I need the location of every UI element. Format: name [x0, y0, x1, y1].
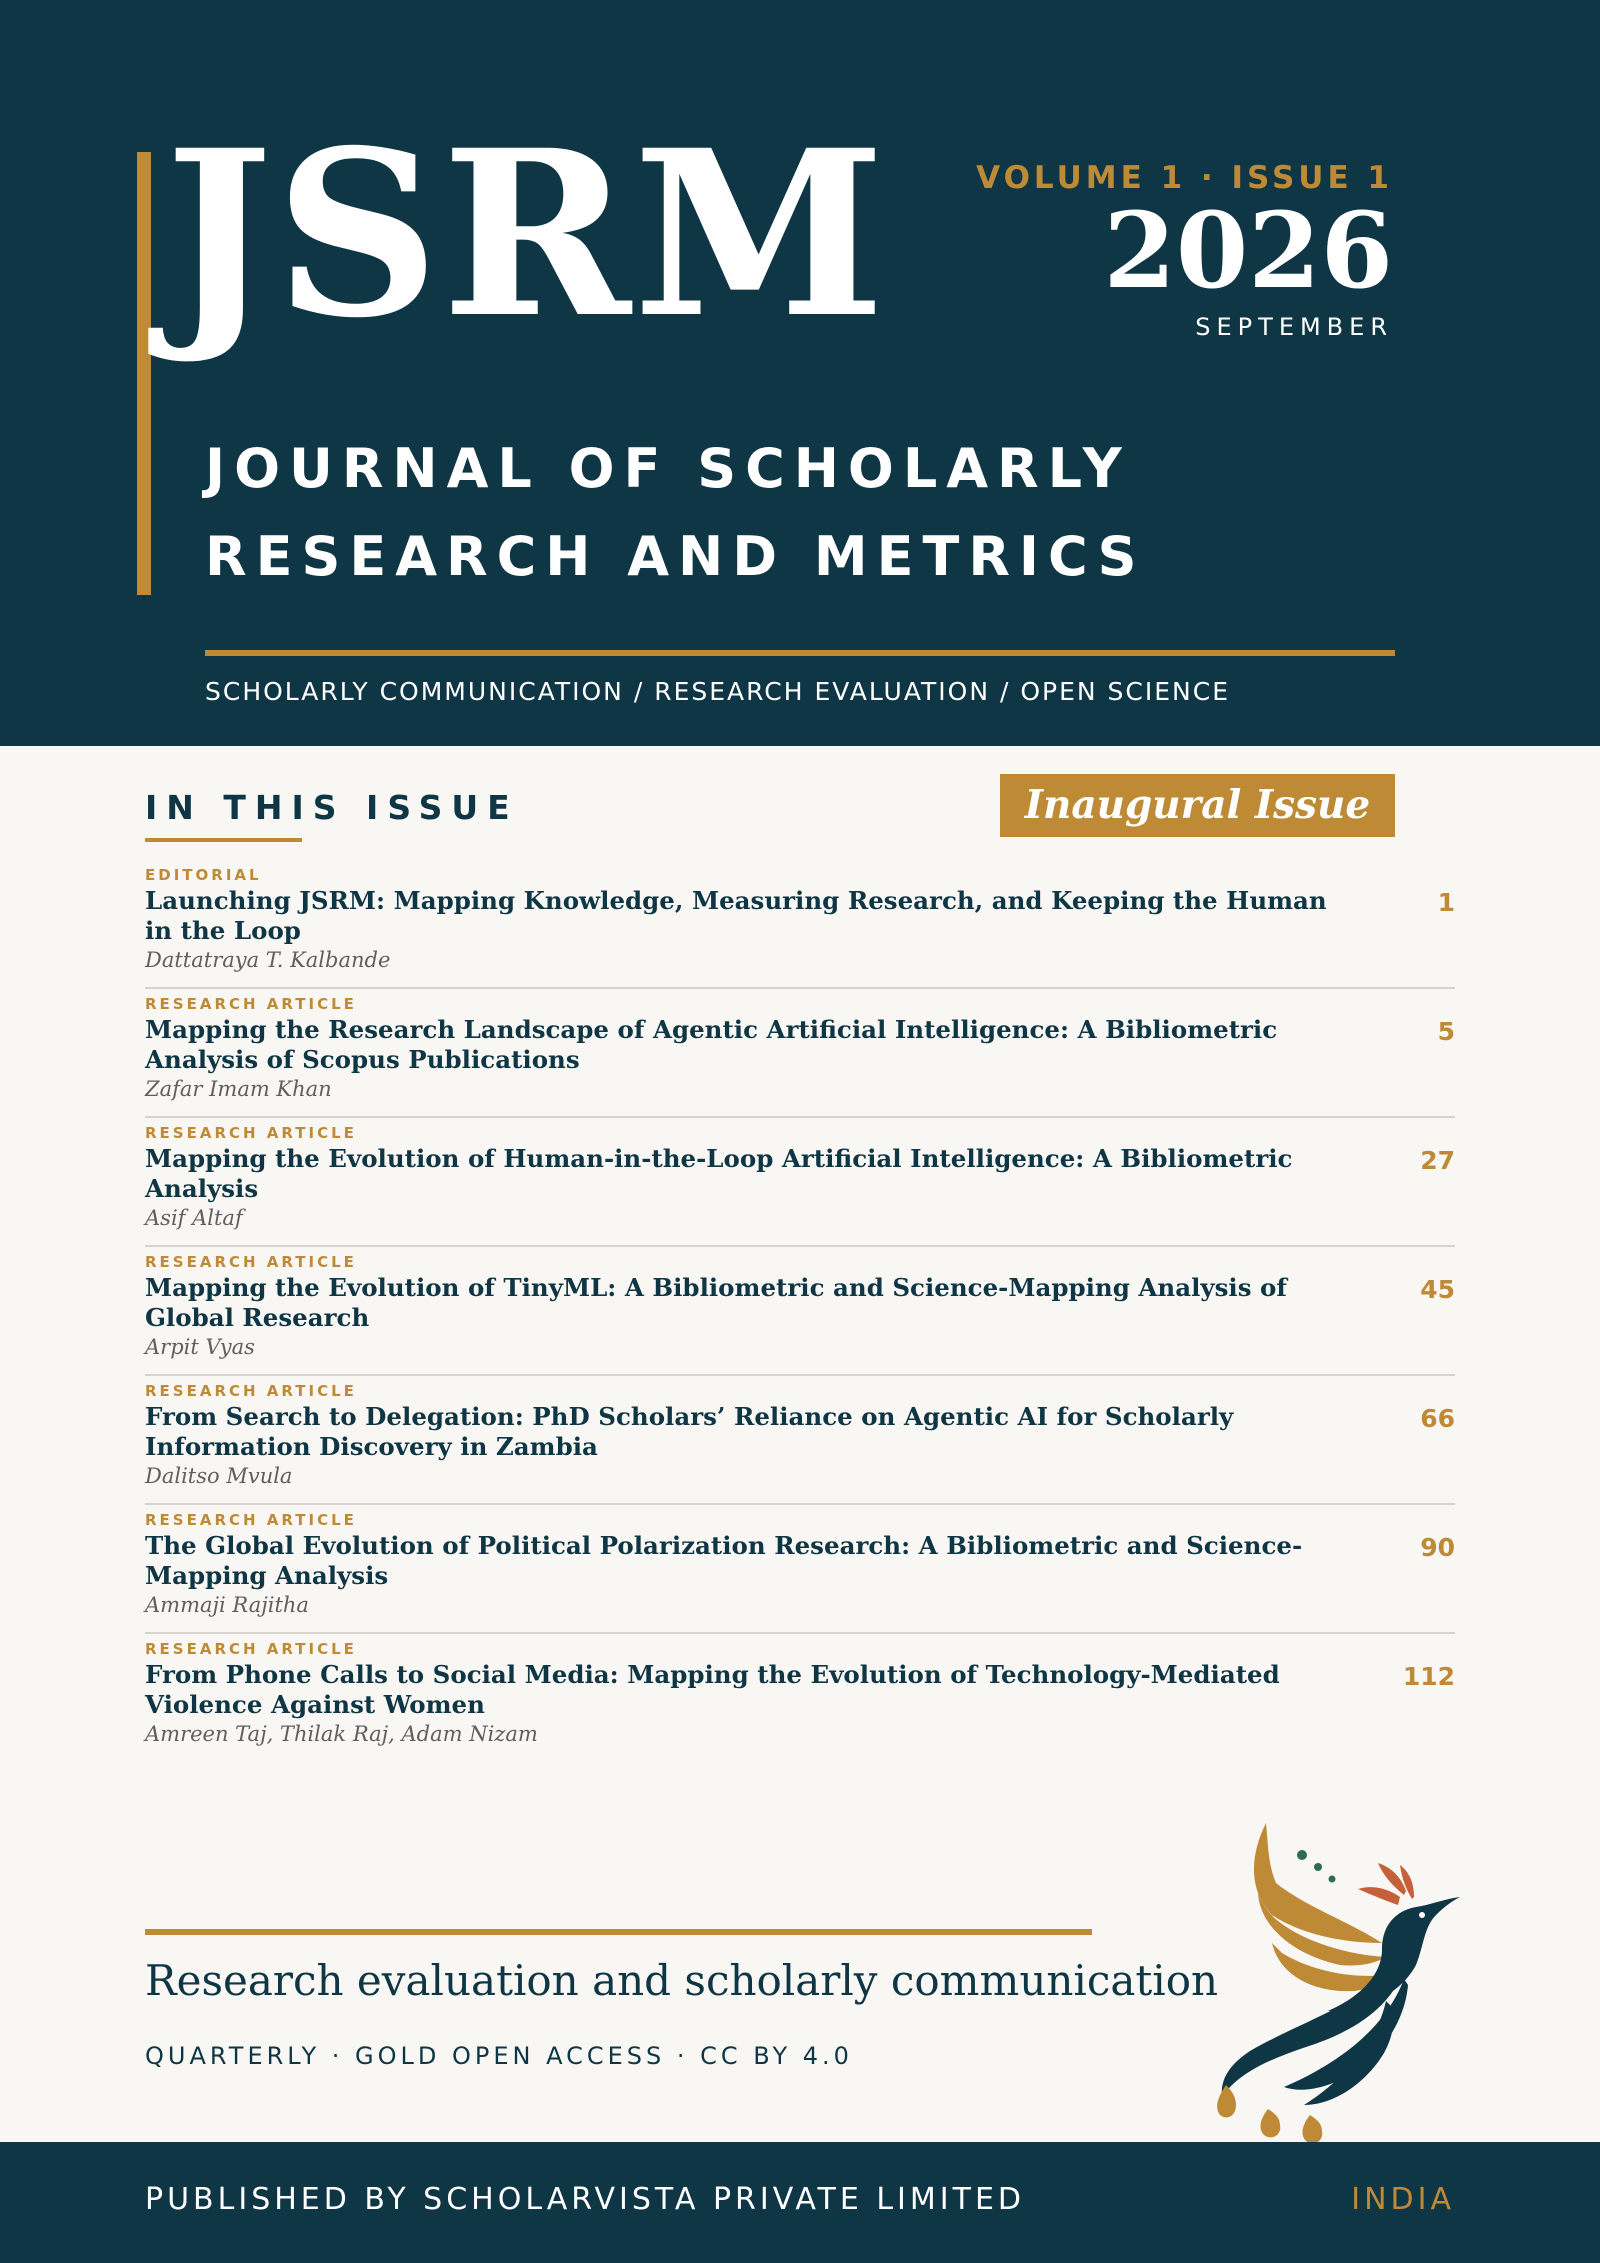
article-page-number: 90	[1420, 1533, 1455, 1562]
article-page-number: 27	[1420, 1146, 1455, 1175]
article-authors: Asif Altaf	[145, 1206, 243, 1230]
article-title[interactable]: Launching JSRM: Mapping Knowledge, Measuring Research, and Keeping the Human in the Loop	[145, 886, 1327, 945]
article-page-number: 1	[1437, 888, 1455, 917]
toc-item[interactable]	[145, 1376, 1455, 1505]
publisher-name: PUBLISHED BY SCHOLARVISTA PRIVATE LIMITED	[145, 2182, 1026, 2217]
volume-issue: VOLUME 1 · ISSUE 1	[976, 160, 1393, 196]
article-type: RESEARCH ARTICLE	[145, 1640, 357, 1658]
article-authors: Arpit Vyas	[145, 1335, 255, 1359]
accent-bar	[137, 152, 151, 595]
toc-item[interactable]	[145, 1505, 1455, 1634]
article-type: RESEARCH ARTICLE	[145, 1253, 357, 1271]
toc-item[interactable]	[145, 1247, 1455, 1376]
article-authors: Zafar Imam Khan	[145, 1077, 332, 1101]
toc-item[interactable]	[145, 1118, 1455, 1247]
article-type: RESEARCH ARTICLE	[145, 1124, 357, 1142]
article-title[interactable]: Mapping the Research Landscape of Agentic Artificial Intelligence: A Bibliometric Analysis of Scopus Publications	[145, 1015, 1278, 1074]
cover-footer	[0, 2142, 1600, 2263]
contents-heading: IN THIS ISSUE	[145, 788, 519, 827]
table-of-contents	[145, 860, 1455, 1763]
article-page-number: 66	[1420, 1404, 1455, 1433]
issue-year: 2026	[1103, 189, 1393, 312]
article-authors: Amreen Taj, Thilak Raj, Adam Nizam	[145, 1722, 538, 1746]
journal-title-line2: RESEARCH AND METRICS	[205, 525, 1146, 588]
bottom-divider	[145, 1929, 1092, 1935]
article-authors: Dattatraya T. Kalbande	[145, 948, 391, 972]
article-authors: Ammaji Rajitha	[145, 1593, 309, 1617]
contents-heading-underline	[145, 838, 302, 842]
article-authors: Dalitso Mvula	[145, 1464, 293, 1488]
article-type: EDITORIAL	[145, 866, 262, 884]
article-type: RESEARCH ARTICLE	[145, 1382, 357, 1400]
publication-frequency: QUARTERLY · GOLD OPEN ACCESS · CC BY 4.0	[145, 2042, 853, 2070]
publisher-country: INDIA	[1351, 2182, 1455, 2217]
inaugural-issue-badge: Inaugural Issue	[1000, 774, 1395, 837]
journal-title-line1: JOURNAL OF SCHOLARLY	[205, 437, 1131, 500]
header-divider	[205, 650, 1395, 656]
article-type: RESEARCH ARTICLE	[145, 1511, 357, 1529]
toc-item[interactable]	[145, 1634, 1455, 1763]
article-page-number: 112	[1402, 1662, 1455, 1691]
toc-item[interactable]	[145, 860, 1455, 989]
cover-header	[0, 0, 1600, 746]
article-type: RESEARCH ARTICLE	[145, 995, 357, 1013]
article-title[interactable]: From Phone Calls to Social Media: Mapping the Evolution of Technology-Mediated Violence Against Women	[145, 1660, 1280, 1719]
toc-item[interactable]	[145, 989, 1455, 1118]
journal-logo: JSRM	[165, 100, 888, 368]
article-page-number: 5	[1437, 1017, 1455, 1046]
journal-tagline: Research evaluation and scholarly communication	[145, 1956, 1219, 2005]
article-title[interactable]: From Search to Delegation: PhD Scholars’ Reliance on Agentic AI for Scholarly Information Discovery in Zambia	[145, 1402, 1234, 1461]
issue-month: SEPTEMBER	[1195, 313, 1393, 341]
journal-subjects: SCHOLARLY COMMUNICATION / RESEARCH EVALUATION / OPEN SCIENCE	[205, 677, 1230, 706]
article-title[interactable]: The Global Evolution of Political Polarization Research: A Bibliometric and Science-Mapping Analysis	[145, 1531, 1303, 1590]
article-title[interactable]: Mapping the Evolution of TinyML: A Bibliometric and Science-Mapping Analysis of Global Research	[145, 1273, 1287, 1332]
journal-title	[205, 425, 1405, 601]
bird-emblem-icon	[1210, 1815, 1470, 2145]
article-title[interactable]: Mapping the Evolution of Human-in-the-Loop Artificial Intelligence: A Bibliometric Analysis	[145, 1144, 1293, 1203]
article-page-number: 45	[1420, 1275, 1455, 1304]
